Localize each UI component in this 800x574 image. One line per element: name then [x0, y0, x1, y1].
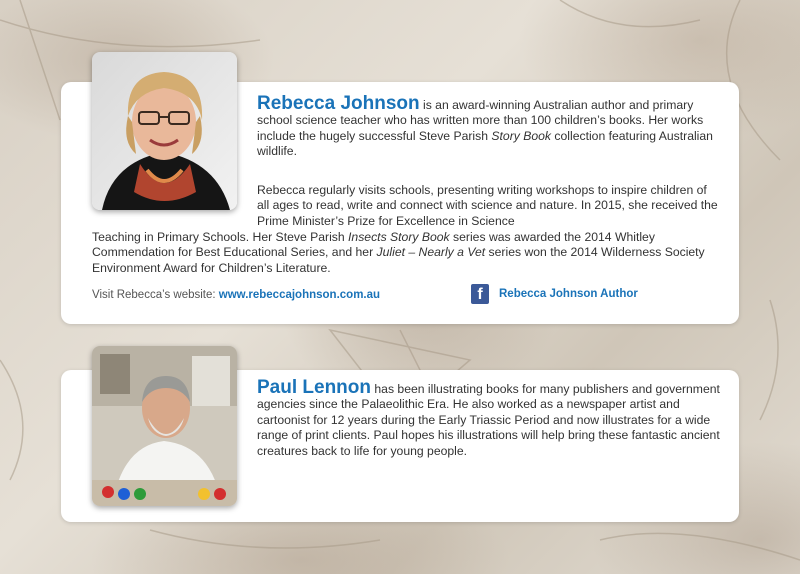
rebecca-bio-paragraph-1: Rebecca Johnson is an award-winning Australian author and primary school science teacher who has written more than 100 children’s books. Her works include the hugely successful Steve Parish Story Book collection featuring Australian wildlife.: [257, 93, 713, 159]
facebook-icon: f: [471, 284, 489, 304]
website-link[interactable]: www.rebeccajohnson.com.au: [218, 289, 381, 301]
facebook-link[interactable]: [471, 284, 638, 304]
facebook-label: Rebecca Johnson Author: [499, 288, 638, 300]
website-row: Visit Rebecca’s website: www.rebeccajohnson.com.au: [92, 289, 381, 301]
paul-name: Paul Lennon: [257, 377, 371, 398]
rebecca-bio-paragraph-2-continued: Teaching in Primary Schools. Her Steve Parish Insects Story Book series was awarded the 2014 Whitley Commendation for Best Educational Series, and her Juliet – Nearly a Vet series won the 2014 Wilderness Society Environment Award for Children’s Literature.: [92, 230, 705, 275]
paul-portrait: [92, 346, 237, 506]
rebecca-bio-paragraph-2: Rebecca regularly visits schools, presenting writing workshops to inspire children of all ages to read, write and connect with science and nature. In 2015, she received the Prime Minister’s Prize for Excellence in Science: [257, 183, 718, 228]
rebecca-portrait: [92, 52, 237, 210]
paul-bio-paragraph: Paul Lennon has been illustrating books for many publishers and government agencies since the Palaeolithic Era. He also worked as a newspaper artist and cartoonist for 12 years during the Early Triassic Period and now illustrates for a wide range of print clients. Paul hopes his illustrations will help bring these fantastic ancient creatures back to life for young people.: [257, 377, 720, 458]
rebecca-name: Rebecca Johnson: [257, 93, 420, 114]
